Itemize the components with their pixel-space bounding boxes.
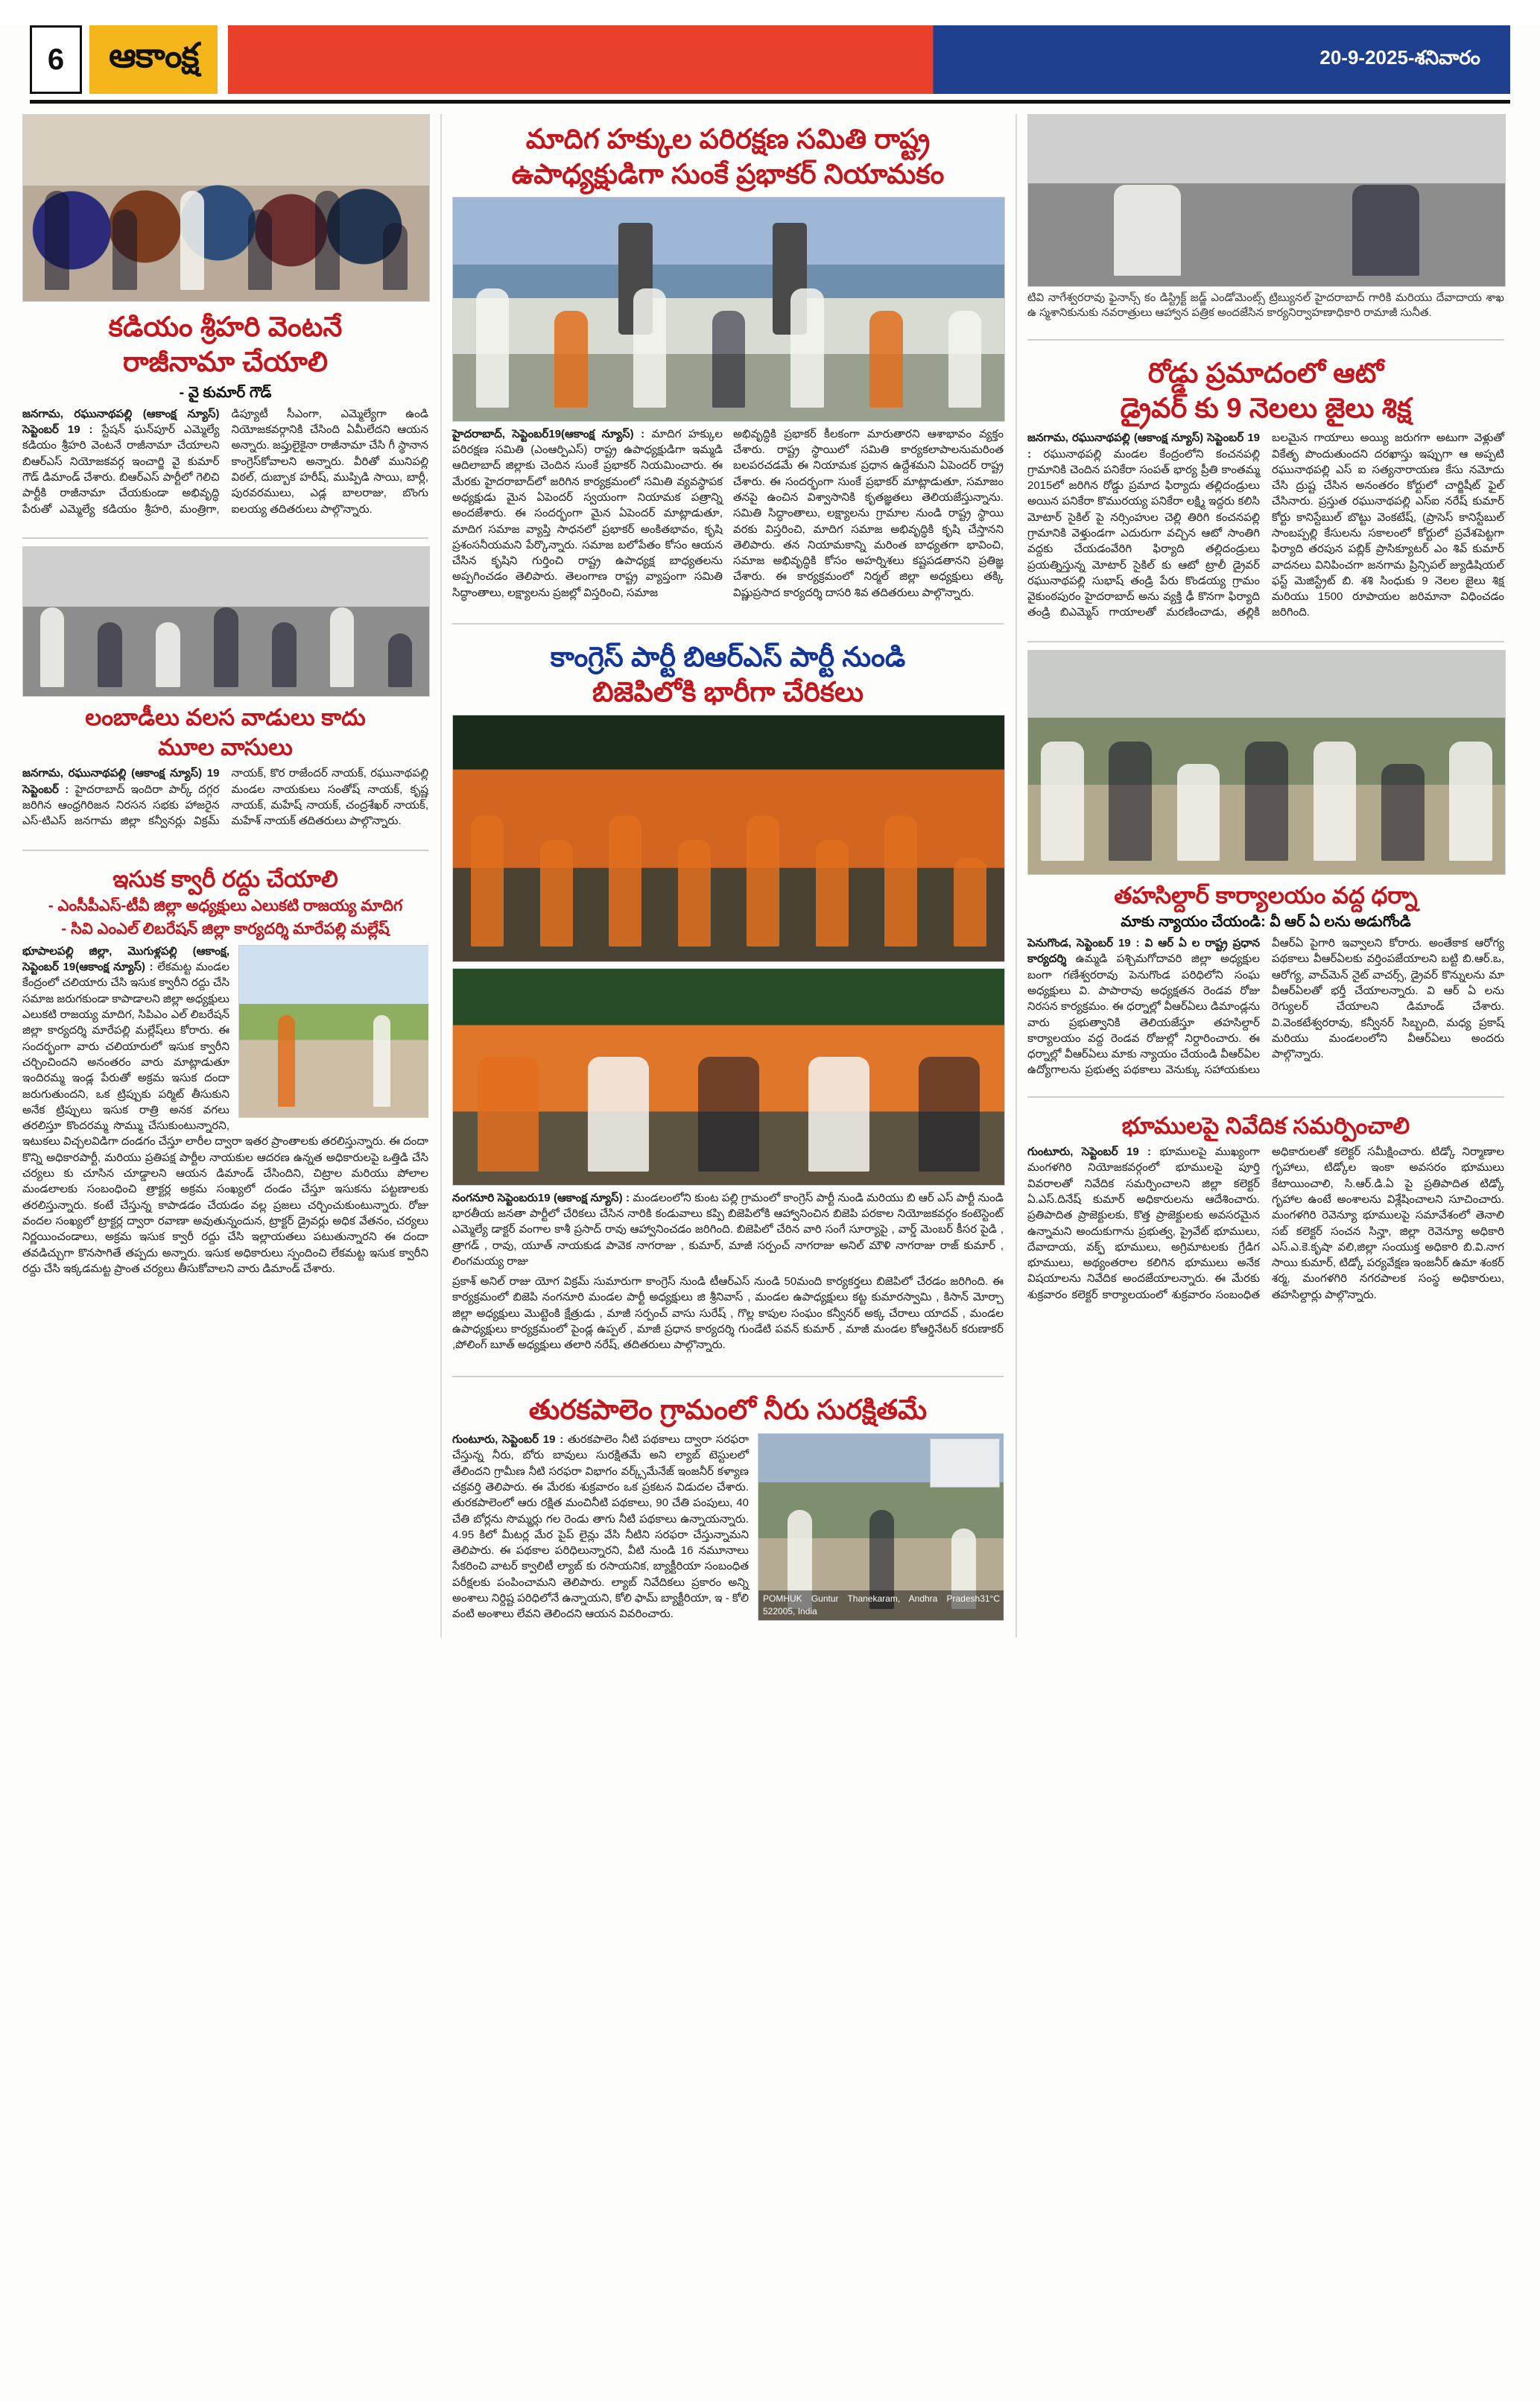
text-bjp-right: మండలంలోని కుంట పల్లి గ్రామంలో కాంగ్రెస్ పార్టీ నుండి మరియు బి ఆర్ ఎస్ పార్టీ నుండి భారతీయ జనతా పార్టీలో చేరికలు చేసిన నారికి కండువాలు కప్పి బిజెపిలోకి ఆహ్వానించిన బిజెపి పరకాల నియోజకవర్గం కంటెస్టెంట్ ఎమ్మెల్యే డాక్టర్ వంగాల కాశీ ప్రసాద్ రావు ఆహ్వానించడం జరిగింది. బిజెపిలో చేరిన వారి సంగే సూర్యాపై , వార్డ్ మెంబర్ కీసర పైడి , త్రాగడ్ , రావు, యూత్ నాయకుడ పావెక నాగరాజు , కుమార్, మాజీ సర్పంచ్ నాగరాజు అనిల్ మౌళి నాగరాజు రాజ్ కుమార్ , లింగమయ్య రాజు (452, 1191, 1004, 1268)
article-water-safe (452, 1385, 1004, 1627)
photo-sand-quarry-wrap (238, 945, 428, 1118)
photo-sand-quarry (238, 945, 428, 1118)
article-mrps (452, 114, 1004, 605)
headline-lambadi-line-2: మూల వాసులు (158, 734, 293, 761)
photo-figures-mrps (453, 269, 1004, 408)
photo-bjp-felicitation (452, 968, 1005, 1186)
text-water: తురకపాలెం నీటి పథకాలు ద్వారా సరఫరా చేస్తున్న నీరు, బోరు బావులు సురక్షితమే అని ల్యాబ్ టెస్టులలో తేలిందని గ్రామీణ నీటి సరఫరా విభాగం వర్క్స్‌మేనేజ్ ఇంజనీర్ కళ్యాణ చక్రవర్తి తెలిపారు. ఈ మేరకు శుక్రవారం ఒక ప్రకటన విడుదల చేశారు. తురకపాలెంలో ఆరు రక్షిత మంచినీటి పథకాలు, 90 చేతి పంపులు, 40 చేతి బోర్లను సొమ్మర్లు గల రెండు తాగు నీటి పథకాలు ఉన్నాయన్నారు. 4.95 కిలో మీటర్ల మేర పైప్ లైన్లు వేసి నీటిని సరఫరా చేస్తున్నామని తెలిపారు. ఈ పథకాల పరిధిలున్నారని, వీటి నుండి 16 నమూనాలు సేకరించి వాటర్ క్వాలిటీ ల్యాబ్ కు రసాయనిక, బ్యాక్టీరియా సంబంధిత పరీక్షలకు పంపించామని తెలిపారు. ల్యాబ్ నివేదికలు ప్రకారం అన్ని అంశాలు నిర్దిష్ట పరిధిలోనే ఉన్నాయని, కోలి ఫామ్ బ్యాక్టీరియా, ఇ - కోలి వంటి అంశాలు లేవని తెలిందని ఆయన వివరించారు. (452, 1433, 749, 1621)
photo-figures-bjp2 (453, 1038, 1004, 1172)
article-land-report (1027, 1105, 1504, 1305)
headline-kadiyam (22, 309, 428, 380)
text-land: భూములపై ముఖ్యంగా మంగళగిరి నియోజకవర్గంలో భూములపై పూర్తి వివరాలతో నివేదిక సమర్పించాలని జిల్లా కలెక్టర్ ఏ.ఎస్.దినేష్ కుమార్ అధికారులను ఆదేశించారు. ప్రతిపాదిత ప్రాజెక్టులకు, కొత్త ప్రాజెక్టులకు అవసరమైన ఉన్నామని అందుకుగాను ప్రభుత్వ, ప్రైవేట్ భూములు, దేవాదాయ, వక్ఫ్ భూములు, అగ్రిమాటలకు గ్రేడిగ భూములు, అథ్యంతరాల కలిగిన భూములు అనేక విషయాలను నివేదిక అందజేయాలన్నారు. ఈ మేరకు శుక్రవారం కలెక్టర్ కార్యాలయంలో శుక్రవారం సంబంధిత అధికారులతో కలెక్టర్ సమీక్షించారు. టిడ్కో నిర్మాణాల గృహాలు, టిడ్కోల ఇంకా అవసరం భూములు కేటాయించాలి, సి.ఆర్.డి.ఏ పై ప్రతిపాదిత టిడ్కో గృహాల ఉంటే అంశాలను విశ్లేషించాలని సూచించారు. మంగళగిరి రెవెన్యూ భూములపై సమావేశంలో తెనాలి సబ్ కలెక్టర్ సంచన సిన్హా, జిల్లా రెవెన్యూ అధికారి ఎస్.ఎ.కె.కృషా వలి,జిల్లా సంయుక్త అధికారి బి.వి.నాగ సాయి కుమార్, టిడ్కో పర్యవేక్షణ ఇంజనీర్ ఉమా శంకర్ శర్మ, మంగళగిరి నగరపాలక సంస్థ అధికారులు, తహసిల్దార్లు పాల్గొన్నారు. (1027, 1145, 1504, 1301)
divider-a1 (22, 537, 428, 539)
headline-line-1: కడియం శ్రీహరి వెంటనే (108, 312, 343, 342)
photo-figures (23, 174, 429, 290)
headline-lambadi (22, 703, 428, 763)
dateline-land: గుంటూరు, సెప్టెంబర్ 19 : (1027, 1145, 1151, 1159)
photo-feature-endowment (1027, 114, 1504, 321)
headline-water: తురకపాలెం గ్రామంలో నీరు సురక్షితమే (528, 1394, 928, 1425)
subhead-dharna: మాకు న్యాయం చేయండి: వీ ఆర్ ఏ లను అడుగోండి (1121, 914, 1411, 931)
headline-bjp-line-2: బిజెపిలోకి భారీగా చేరికలు (592, 677, 864, 708)
body-bjp (452, 1190, 1004, 1353)
body-land-report (1027, 1144, 1504, 1305)
gps-stamp (758, 1590, 1004, 1620)
masthead-rule (30, 100, 1510, 104)
photo-figures-dharna (1028, 722, 1505, 861)
dateline-lambadi: జనగామ, రఘునాథపల్లి (ఆకాంక్ష న్యూస్) 19 సెప్టెంబర్ : (22, 767, 220, 796)
photo-press-meet (22, 114, 430, 302)
publication-logo-text: ఆకాంక్ష (109, 36, 199, 75)
photo-water-supply (758, 1433, 1004, 1621)
article-kadiyam (22, 114, 428, 519)
dateline-mrps: హైదరాబాద్, సెప్టెంబర్19(ఆకాంక్ష న్యూస్) : (452, 427, 645, 440)
headline-sand-quarry: ఇసుక క్వారీ రద్దు చేయాలి (113, 865, 338, 892)
subhead-sand-1: - ఎంసీపీఎస్-టీవీ జిల్లా అధ్యక్షులు ఎలుకటి రాజయ్య మాదిగ (48, 897, 403, 914)
headline-mrps (452, 121, 1004, 192)
divider-c3 (1027, 1096, 1504, 1098)
headline-auto-line-1: రోడ్డు ప్రమాదంలో ఆటో (1147, 357, 1384, 388)
publication-logo (89, 25, 218, 94)
article-lambadi (22, 546, 428, 832)
gps-temperature: 31°C (980, 1593, 1000, 1604)
text-bjp-bottom: ప్రకాశ్ అనిల్ రాజు యోగ విక్రమ్ సుమారుగా కాంగ్రెస్ నుండి టీఆర్ఎస్ నుండి 50మంది కార్యకర్తలు బిజెపిలో చేరడం జరిగింది. ఈ కార్యక్రమంలో బిజెపి నంగనూరి మండల పార్టీ అధ్యక్షులు జి శ్రీనివాస్ , మండల ఉపాధ్యక్షులు కట్ట కుమారస్వామి , కిసాన్ మోర్చా జిల్లా అధ్యక్షులు మొట్టెంకి క్షేత్రుడు , మాజీ సర్పంచ్ వాసు సురేష్ , గొల్ల కాపుల సంఘం కన్వీనర్ అక్క చేరాలు యాదవ్ , మండల ఉపాధ్యక్షులు కార్యక్రమంలో పైండ్ల ఉప్పల్ , మాజీ ప్రధాన కార్యదర్శి గుండేటి పవన్ కుమార్ , మాజీ మండల కోఆర్డినేటర్ కరుణాకర్ ,పోలింగ్ బూత్ అధ్యక్షులు తలారి నరేష్, తదితరులు పాల్గొన్నారు. (452, 1275, 1004, 1352)
text-kadiyam: స్టేషన్ ఘన్‌పూర్ ఎమ్మెల్యే కడియం శ్రీహరి వెంటనే రాజీనామా చేయాలని బిఆర్ఎస్ నియోజకవర్గ ఇంచార్జి వై కుమార్ గౌడ్ డిమాండ్ చేశారు. బిఆర్ఎస్ పార్టీలో గెలిచి పార్టీకి రాజీనామా చేయకుండా అభివృద్ధి పేరుతో ఎమ్మెల్యే కడియం శ్రీహరి, మంత్రిగా, డిప్యూటీ సీఎంగా, ఎమ్మెల్యేగా ఉండి నియోజకవర్గానికి చేసింది ఏమీలేదని ఆయన అన్నారు. జప్తులైకైనా రాజీనామా చేసి గీ స్థానాన కాంగ్రెస్‌కోవాలని అన్నారు. వీరితో మునిపల్లి విఠల్, దుబ్బాక హరీష్, ముప్పిడి సాయి, బార్లీ, పురవరములు, ఎడ్ల బాలరాజు, బొంగు ఐలయ్య తదితరులు పాల్గొన్నారు. (22, 407, 428, 516)
headline-line-2: రాజీనామా చేయాలి (122, 347, 328, 378)
column-center (440, 114, 1004, 1637)
body-kadiyam (22, 406, 428, 519)
photo-figures-endowment (1028, 170, 1505, 276)
body-mrps (452, 426, 1004, 605)
divider-b2 (452, 1376, 1004, 1377)
divider-c1 (1027, 339, 1504, 341)
photo-figures-quarry (239, 1000, 428, 1107)
article-auto-driver-jail (1027, 348, 1504, 623)
body-auto-jail (1027, 430, 1504, 623)
dateline-auto: జనగామ, రఘునాథపల్లి (ఆకాంక్ష న్యూస్) సెప్టెంబర్ 19 : (1027, 432, 1260, 461)
text-sand: లేకమట్ట మండల కేంద్రంలో చలియారు చేసి ఇసుక క్వారీని రద్దు చేసి సమాజ జరుగకుండా కాపాడాలని జిల్లా అధ్యక్షులు ఎలుకటి రాజయ్య మాదిగ, సిపిఎం ఎల్ లిబరేషన్ జిల్లా కార్యదర్శి మారేపల్లి మల్లేష్‌లు కోరారు. ఈ సందర్భంగా వారు చలియారులో ఇసుక క్వారీని చర్చించిందని అనంతరం వారు మాట్లాడుతూ ఇందిరమ్మ ఇండ్ల పేరుతో అక్రమ ఇసుక దందా జరుగుతుందని, ఒక ట్రిప్పుకు పర్మిట్ తీసుకుని అనేక ట్రిప్పులు ఇసుక రాత్రి అనక వగలు తరలిస్తూ కొందరమ్మ సొమ్ము చేసుకుంటున్నారని, ఇటుకలు విచ్చలవిడిగా దండగం చేస్తూ లారీల ద్వారా ఇతర ప్రాంతాలకు తరలిస్తున్నారు. ఈ దందా కొన్ని అధికారపార్టీ, మరియు ప్రతిపక్ష పార్టీల నాయకుల ఆదరణ ఉన్నత అధికారులపై ఒత్తిడి చేసి చర్యలు కు చూసిన చూడ్డాలని ఆయన డిమాండ్ చేసిందిని, చిట్రాల మరియు పోలాల మండలాలకు సంబంధించి త్రాక్టర్ల అక్రమ సంఖ్యలో దండం చేస్తూ ఇసుకను పట్టణాలకు తరలిస్తున్నారు. కంటే చేస్తున్న కాపాడడం చేయడం వల్ల ప్రజలు చర్చించుకుంటున్నారు. రోజు వందల సంఖ్యలో ట్రాక్టర్ల ద్వారా రవాణా అవుతున్నందున, ట్రాక్టర్ డ్రైవర్లు అధిక వేతనం, చర్యలు నిర్ణయించండాలు, అక్రమ ఇసుక క్వారీ రద్దు చేసి ఇల్లాయతలు పటుతున్నారని ఈ దందా తవడిచ్చుగా కొనసాగితే తప్పదు అన్నారు. ఇసుక అధికారులు స్పందించి లేకమట్ట ఇసుక క్వారీని రద్దు చేసి ఇక్కడమట్ట ప్రాంత చర్యలు తీసుకోవాలని వారు డిమాండ్ చేశారు. (22, 961, 428, 1275)
masthead-bar (228, 25, 1510, 94)
text-auto: రఘునాథపల్లి మండల కేంద్రంలోని కంచనపల్లి గ్రామానికి చెందిన పనికేరా సంపత్ భార్య ప్రీతి కాంతమ్మ 2015లో జరిగిన రోడ్డు ప్రమాద ఫిర్యాదు తల్లిదండ్రులు అయిన పనికేరా కొమురయ్య పనికేరా లక్ష్మి ఇద్దరు కలిసి మోటార్ సైకిల్ పై నర్సింహుల చెల్లి తిరిగి కంచనపల్లి గ్రామానికి వెళ్తుండగా ఎదురుగా వచ్చిన ఆటో సాంతిగి వద్దకు చేయడంవేరిగి ఫిర్యాది తల్లిదండ్రులు ప్రయత్నిస్తున్న మోటార్ సైకిల్ కు ఆటో ట్రాలీ డ్రైవర్ రఘునాథపల్లి సుభాష్ తండ్రి పేరు కొండయ్య గ్రామం వైకుంఠపురం హైదరాబాద్ అను వ్యక్తి ఢీ కొనగా ఫిర్యాది తండ్రి బిఎమ్మెస్ గాయాలతో మరణించాడు, తల్లికి బలమైన గాయాలు అయ్యి జరుగగా అటుగా వెళ్లుతో వికేతృ పొందుతుందని దరఖాస్తు ఇప్పుగా ఆ అప్పటి రఘునాథపల్లి ఎస్ ఐ సత్యనారాయణ కేసు నమోదు చేసి ద్రుష్ట చేసిన అనంతరం కోర్టులో చార్జిషీట్ ఫైల్ చేసినారు. ప్రస్తుత రఘునాథపల్లి ఎస్ఐ నరేష్ కుమార్ కోర్టు కానిస్టేబుల్ బొట్టు వెంకటేష్, (ప్రాసెస్ కానిస్టేబుల్ సాంబప్పల్లి కేసులను సకాలంలో కోర్టులో ప్రవేశపెట్టగా ఫిర్యాది తరపున పబ్లిక్ ప్రాసిక్యూటర్ ఎం శివ్ కుమార్ వాదనలు వినిపించగా జనగామ ప్రిన్సిపల్ జ్యుడిషియల్ ఫస్ట్ మెజిస్ట్రేట్ బి. శశి సింధుకు 9 నెలల జైలు శిక్ష మరియు 1500 రూపాయల జరిమానా విధించడం జరిగింది. (1027, 432, 1504, 619)
article-bjp-joinings (452, 632, 1004, 1358)
headline-lambadi-line-1: లంబాడీలు వలస వాడులు కాదు (85, 704, 366, 730)
text-mrps-col2: అభివృద్ధికి ప్రభాకర్ కీలకంగా మారుతారని ఆశాభావం వ్యక్తం చేశారు. రాష్ట్ర స్థాయిలో సమితి కార్యకలాపాలనుమరింత బలపరచడమే ఈ నియామక ప్రధాన ఉద్దేశమని ఏపెందర్ రాష్ట్ర చేశారు. ఈ సందర్భంగా సుంకే ప్రభాకర్ మాట్లాడుతూ, సమాజం తనపై ఉంచిన విశ్వాసానికి కృతజ్ఞతలు తెలియజేస్తున్నాను. సమితి సిద్ధాంతాలు, లక్ష్యాలను గ్రామాల నుండి రాష్ట్ర స్థాయి వరకు విస్తరించి, మాదిగ సమాజ అభివృద్ధికి కృషి చేస్తానని తెలిపారు. తన నియామకాన్ని మరింత బాధ్యతగా భావించి, సమాజ అభివృద్ధికి కోసం అహర్నిశలు కష్టపడతానని ప్రతిజ్ఞ చేశారు. ఈ కార్యక్రమంలో నిర్మల్ జిల్లా అధ్యక్షులు తక్కి విష్ణుప్రసాద కార్యదర్శి దాసరి శివ తదితరులు పాల్గొన్నారు. (733, 427, 1004, 599)
dateline-dharna: పెనుగొండ, సెప్టెంబర్ 19 : వి ఆర్ ఏ ల రాష్ట్ర ప్రధాన కార్యదర్శి (1027, 937, 1260, 966)
headline-land-report: భూములపై నివేదిక సమర్పించాలి (1121, 1112, 1410, 1139)
body-lambadi (22, 765, 428, 831)
headline-mrps-line-1: మాదిగ హక్కుల పరిరక్షణ సమితి రాష్ట్ర (525, 124, 931, 154)
column-left (22, 114, 428, 1637)
divider-a2 (22, 850, 428, 851)
text-dharna: ఉమ్మడి పశ్చిమగోదావరి జిల్లా అధ్యక్షుల బంగా గణేశ్వరరావు పెనుగొండ పరిధిలోని సంఘ అధ్యక్షులు వి. పాపారావు అధ్యక్షతన రెండవ రోజు నిరసన కార్యక్రమం. ఈ ధర్నాల్లో వీఆర్ఏలు డిమాండ్లను వారు ప్రభుత్వానికి తెలియజేస్తూ తహసిల్దార్ కార్యాలయం వద్ద రెండవ రోజుల్లో నిర్దారించారు. ఈ ధర్నాల్లో వీఆర్ఏలు మాకు న్యాయం చేయండి వీఆర్ఏల ఉద్యోగాలను ప్రభుత్వ పథకాలు వెనుక్కు సహాయకులు వీఆర్ఏ పైగారి ఇవ్వాలని కోరారు. అంతేకాక ఆరోగ్య పథకాలు వీఆర్ఏలకు వర్తింపజేయాలని బట్టి బి.ఆర్.ఒ, ఆరోగ్య, వాచ్‌మెన్ నైట్ వాచర్స్, డ్రైవర్ కొన్నులను మా వీఆర్ఏలతో భర్తీ చేయాలన్నారు. వి ఆర్ ఏ లను రెగ్యులర్ చేయాలని డిమాండ్ చేశారు. వి.వెంకటేశ్వరరావు, కన్వీనర్ సిబ్బంది, మధ్య ప్రకాష్ మరియు మండలంలోని వీఆర్ఏలు అందరు పాల్గొన్నారు. (1027, 937, 1504, 1077)
caption-endowment: టివి నాగేశ్వరరావు ఫైనాన్స్ కం డిస్ట్రిక్ట్ జడ్జ్ ఎండోమెంట్స్ ట్రిబ్యునల్ హైదరాబాద్ గారికి మరియు దేవాదాయ శాఖ ఉ స్మశానికునుకు నవరాత్రులు ఆహ్వాన పత్రిక అందజేసిన కార్యనిర్వాహణాధికారి రామాజీ సునీత. (1027, 291, 1504, 320)
issue-date: 20-9-2025-శనివారం (1319, 45, 1480, 69)
photo-figures-rally (23, 595, 429, 687)
headline-auto-jail (1027, 355, 1504, 426)
photo-figures-bjp (453, 794, 1004, 946)
photo-water-wrap (758, 1433, 1004, 1621)
page-number: 6 (30, 25, 82, 94)
gps-map-chip (930, 1438, 1000, 1488)
subhead-sand-2: - సివి ఎంఎల్ లిబరేషన్ జిల్లా కార్యదర్శి మారేపల్లి మల్లేష్ (61, 920, 390, 938)
dateline-sand: భూపాలపల్లి జిల్లా, మొగుళ్లపల్లి (ఆకాంక్ష, సెప్టెంబర్ 19(ఆకాంక్ష న్యూస్) : (22, 944, 229, 974)
text-lambadi: హైదరాబాద్ ఇందిరా పార్క్ దగ్గర జరిగిన ఆంధ్రగిరిజన నిరసన సభకు హాజరైన ఎస్-టిఎస్ జనగామ జిల్లా కన్వీనర్లు విక్రమ్ నాయక్, కొర రాజేందర్ నాయక్, రఘునాథపల్లి మండల నాయకులు సంతోష్ నాయక్, కృష్ణ నాయక్, మహేష్ నాయక్, చంద్రశేఖర్ నాయక్, మహేశ్ నాయక్ తదితరులు పాల్గొన్నారు. (22, 767, 428, 828)
photo-dharna (1027, 650, 1506, 875)
divider-b1 (452, 623, 1004, 625)
gps-location-text: POMHUK Guntur Thanekaram, Andhra Pradesh 522005, India (763, 1593, 980, 1616)
body-sand-quarry (22, 944, 428, 1281)
article-tahsildar-dharna (1027, 650, 1504, 1078)
photo-mrps-appointment (452, 197, 1005, 422)
photo-endowment-invite (1027, 114, 1506, 287)
byline-kadiyam: - వై కుమార్ గౌడ్ (179, 384, 272, 401)
body-water (452, 1432, 1004, 1627)
dateline-bjp: నంగనూరి సెప్టెంబరు19 (ఆకాంక్ష న్యూస్) : (452, 1191, 630, 1204)
body-dharna (1027, 935, 1504, 1078)
headline-bjp (452, 639, 1004, 710)
dateline-kadiyam: జనగామ, రఘునాథపల్లి (ఆకాంక్ష న్యూస్) సెప్టెంబర్ 19 : (22, 407, 220, 437)
headline-dharna: తహసిల్దార్ కార్యాలయం వద్ద ధర్నా (1114, 882, 1418, 908)
column-right (1015, 114, 1504, 1637)
photo-bjp-group (452, 715, 1005, 962)
headline-bjp-line-1: కాంగ్రెస్ పార్టీ బిఆర్ఎస్ పార్టీ నుండి (550, 641, 906, 672)
masthead (30, 25, 1510, 94)
headline-auto-line-2: డ్రైవర్ కు 9 నెలలు జైలు శిక్ష (1120, 392, 1412, 423)
newspaper-page (0, 25, 1540, 2402)
divider-c2 (1027, 641, 1504, 642)
text-mrps-col1: మాదిగ హక్కుల పరిరక్షణ సమితి (ఎంఆర్పిఎస్) రాష్ట్ర ఉపాధ్యక్షుడిగా ఇమ్మడి ఆదిలాబాద్ జిల్లాకు చెందిన సుంకే ప్రభాకర్ నియమించారు. ఈ మేరకు హైదరాబాద్‌లో జరిగిన కార్యక్రమంలో సమితి వ్యవస్థాపక అధ్యక్షుడు మైన ఏపెందర్ స్వయంగా నియామక పత్రాన్ని అందజేశారు. ఈ సందర్భంగా మైన ఏపెందర్ మాట్లాడుతూ, మాదిగ సమాజ వ్యాప్తి సాధనలో ప్రభాకర్ అంకితభావం, కృషి ప్రశంసనీయమని పేర్కొన్నారు. సమాజ బలోపేతం కోసం ఆయన చేసిన కృషిని గుర్తించి రాష్ట్ర ఉపాధ్యక్ష బాధ్యతలను అప్పగించడం తెలిపారు. తెలంగాణ రాష్ట్ర వ్యాప్తంగా సమితి సిద్ధాంతాలు, లక్ష్యాలను ప్రజల్లో విస్తరించి, సమాజ (452, 427, 723, 599)
article-sand-quarry (22, 859, 428, 1282)
photo-rally (22, 546, 430, 697)
dateline-water: గుంటూరు, సెప్టెంబర్ 19 : (452, 1433, 564, 1447)
page-columns (22, 114, 1518, 1637)
headline-mrps-line-2: ఉపాధ్యక్షుడిగా సుంకే ప్రభాకర్ నియామకం (511, 159, 945, 190)
